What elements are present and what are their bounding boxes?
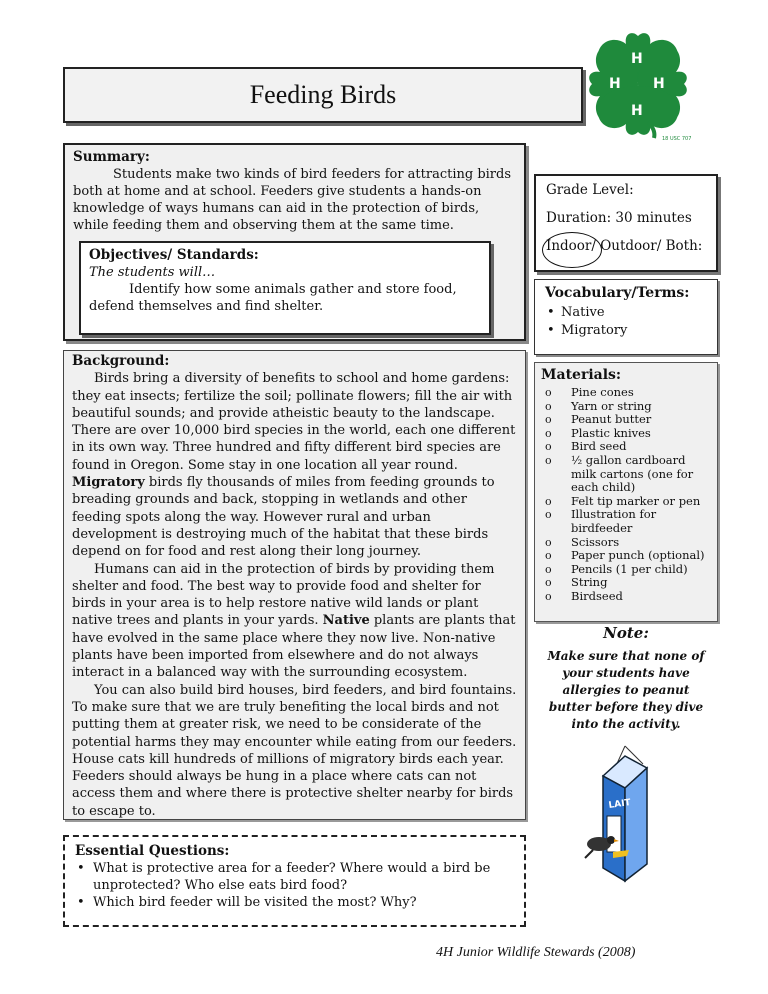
note-box <box>540 625 712 733</box>
page-title: Feeding Birds <box>249 80 397 109</box>
vocab-item: • Migratory <box>545 322 707 340</box>
svg-text:H: H <box>653 76 665 92</box>
background-heading: Background: <box>72 353 170 369</box>
material-item: o ½ gallon cardboard milk cartons (one for each child) <box>541 454 711 495</box>
svg-text:H: H <box>631 51 643 67</box>
grade-level: Grade Level: <box>546 182 634 198</box>
materials-box <box>534 362 718 622</box>
objectives-heading: Objectives/ Standards: <box>89 247 259 263</box>
material-item: o Plastic knives <box>541 427 711 441</box>
material-item: o Scissors <box>541 536 711 550</box>
question-item: • Which bird feeder will be visited the most? Why? <box>75 894 514 911</box>
summary-heading: Summary: <box>73 149 150 165</box>
carton-label: LAIT <box>608 797 632 811</box>
native-term: Native <box>322 613 370 629</box>
summary-box <box>63 143 526 341</box>
birdfeeder-illustration <box>563 746 693 896</box>
background-paragraph-1: Birds bring a diversity of benefits to school and home gardens: they eat insects; fertilize the soil; pollinate flowers; fill the air with beautiful sounds; and provide atheistic beauty to the landscape. There are over 10,000 bird species in the world, each one different in its own way. Three hundred and fifty different bird species are found in Oregon. Some stay in one location all year round. Migratory birds fly thousands of miles from feeding grounds to breading grounds and back, stopping in wetlands and other feeding spots along the way. However rural and urban development is destroying much of the habitat that these birds depend on for food and rest along their long journey. <box>72 371 516 560</box>
material-item: o Peanut butter <box>541 413 711 427</box>
objectives-box <box>79 241 491 335</box>
material-item: o Felt tip marker or pen <box>541 495 711 509</box>
migratory-term: Migratory <box>72 475 145 491</box>
title-box <box>63 67 583 123</box>
logo-caption: 18 USC 707 <box>662 136 692 142</box>
vocabulary-box <box>534 279 718 355</box>
essential-questions-box <box>63 835 526 927</box>
milk-carton-feeder-icon <box>563 746 693 896</box>
note-text: Make sure that none of your students have allergies to peanut butter before they dive into the activity. <box>547 649 705 731</box>
materials-heading: Materials: <box>541 367 622 383</box>
clover-icon <box>588 30 692 142</box>
grade-box <box>534 174 718 272</box>
duration: Duration: 30 minutes <box>546 210 692 226</box>
svg-text:H: H <box>609 76 621 92</box>
material-item: o Birdseed <box>541 590 711 604</box>
essential-heading: Essential Questions: <box>75 843 230 859</box>
objectives-text: Identify how some animals gather and store food, defend themselves and find shelter. <box>89 282 457 314</box>
svg-text:H: H <box>631 103 643 119</box>
background-paragraph-2: Humans can aid in the protection of birds by providing them shelter and food. The best way to provide food and shelter for birds in your area is to help restore native wild lands or plant native trees and plants in your yards. Native plants are plants that have evolved in the same place where they now live. Non-native plants have been imported from elsewhere and do not always interact in a balanced way with the surrounding ecosystem. <box>72 561 516 681</box>
background-box <box>63 350 526 820</box>
material-item: o Paper punch (optional) <box>541 549 711 563</box>
setting: Indoor/ Outdoor/ Both: <box>546 238 703 254</box>
note-heading: Note: <box>603 624 649 642</box>
indoor-circle-mark <box>542 232 602 268</box>
material-item: o Illustration for birdfeeder <box>541 508 711 535</box>
material-item: o Yarn or string <box>541 400 711 414</box>
background-paragraph-3: You can also build bird houses, bird feeders, and bird fountains. To make sure that we are truly benefiting the local birds and not putting them at greater risk, we need to be considerate of the potential harms they may encounter while eating from our feeders. House cats kill hundreds of millions of migratory birds each year. Feeders should always be hung in a place where cats can not access them and where there is protective shelter nearby for birds to escape to. <box>72 682 517 819</box>
vocab-item: • Native <box>545 304 707 322</box>
summary-text: Students make two kinds of bird feeders for attracting birds both at home and at school. Feeders give students a hands-on knowledge of ways humans can aid in the protection of birds, while feeding them and observing them at the same time. <box>73 167 512 233</box>
footer-credit: 4H Junior Wildlife Stewards (2008) <box>436 945 636 960</box>
vocabulary-heading: Vocabulary/Terms: <box>545 285 690 301</box>
question-item: • What is protective area for a feeder? Where would a bird be unprotected? Who else eats bird food? <box>75 860 514 894</box>
material-item: o Pine cones <box>541 386 711 400</box>
objectives-intro: The students will… <box>89 265 216 280</box>
4h-clover-logo <box>588 30 692 142</box>
material-item: o Bird seed <box>541 440 711 454</box>
material-item: o Pencils (1 per child) <box>541 563 711 577</box>
material-item: o String <box>541 576 711 590</box>
